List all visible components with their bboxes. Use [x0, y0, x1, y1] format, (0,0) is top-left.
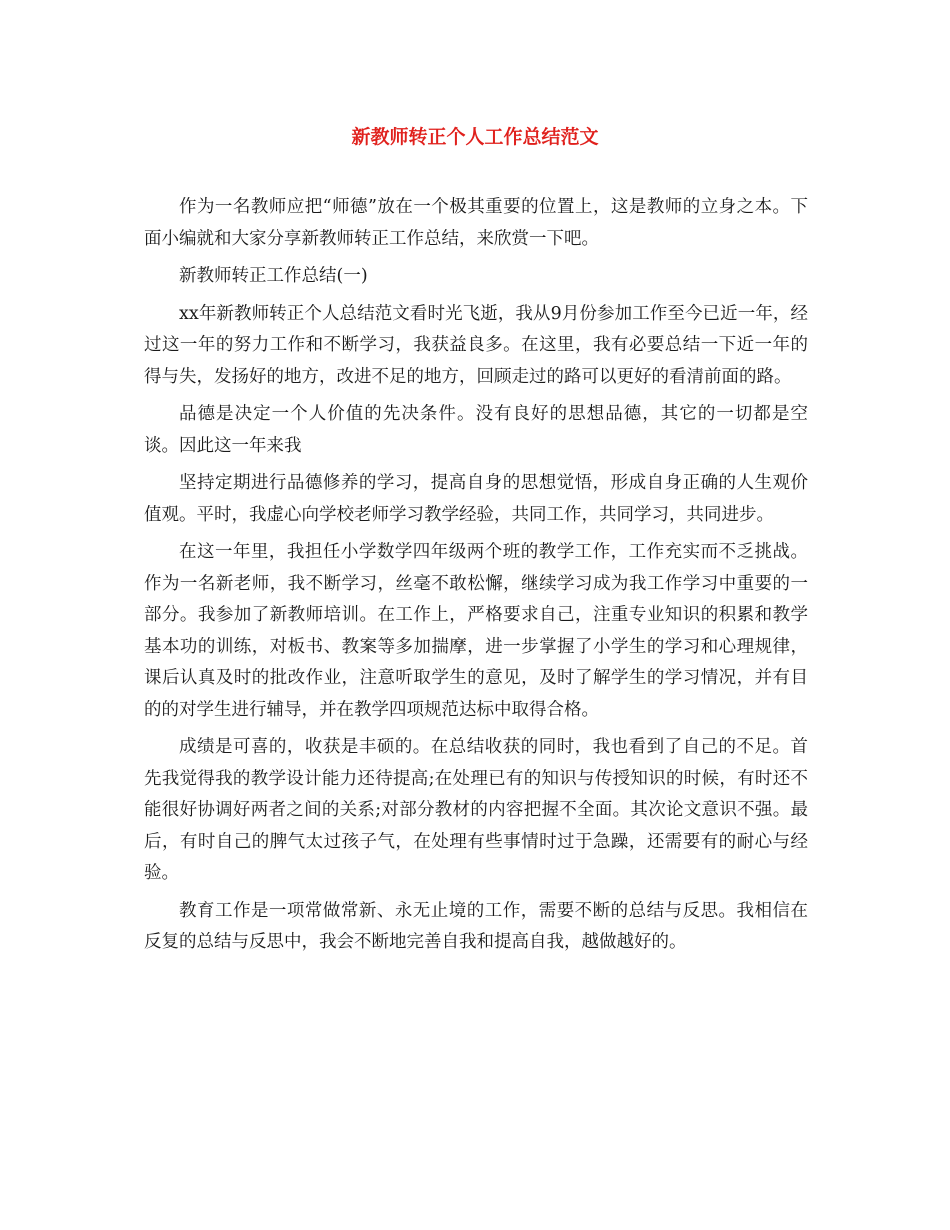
paragraph-opening: xx年新教师转正个人总结范文看时光飞逝，我从9月份参加工作至今已近一年，经过这一年的努力工作和不断学习，我获益良多。在这里，我有必要总结一下近一年的得与失，发扬好的地方，改进不足的地方，回顾走过的路可以更好的看清前面的路。 [144, 303, 808, 387]
paragraph-teaching: 在这一年里，我担任小学数学四年级两个班的教学工作，工作充实而不乏挑战。作为一名新老师，我不断学习，丝毫不敢松懈，继续学习成为我工作学习中重要的一部分。我参加了新教师培训。在工作上，严格要求自己，注重专业知识的积累和教学基本功的训练，对板书、教案等多加揣摩，进一步掌握了小学生的学习和心理规律，课后认真及时的批改作业，注意听取学生的意见，及时了解学生的学习情况，并有目的的对学生进行辅导，并在教学四项规范达标中取得合格。 [144, 542, 808, 720]
paragraph-study: 坚持定期进行品德修养的学习，提高自身的思想觉悟，形成自身正确的人生观价值观。平时，我虚心向学校老师学习教学经验，共同工作，共同学习，共同进步。 [144, 473, 808, 525]
document-body [144, 192, 808, 965]
paragraph-conclusion: 教育工作是一项常做常新、永无止境的工作，需要不断的总结与反思。我相信在反复的总结与反思中，我会不断地完善自我和提高自我，越做越好的。 [144, 900, 808, 952]
paragraph-morality: 品德是决定一个人价值的先决条件。没有良好的思想品德，其它的一切都是空谈。因此这一年来我 [144, 404, 808, 456]
paragraph-intro: 作为一名教师应把“师德”放在一个极其重要的位置上，这是教师的立身之本。下面小编就和大家分享新教师转正工作总结，来欣赏一下吧。 [144, 197, 808, 249]
paragraph-shortcomings: 成绩是可喜的，收获是丰硕的。在总结收获的同时，我也看到了自己的不足。首先我觉得我的教学设计能力还待提高;在处理已有的知识与传授知识的时候，有时还不能很好协调好两者之间的关系;对部分教材的内容把握不全面。其次论文意识不强。最后，有时自己的脾气太过孩子气，在处理有些事情时过于急躁，还需要有的耐心与经验。 [144, 737, 808, 883]
section-heading: 新教师转正工作总结(一) [179, 266, 368, 286]
document-title: 新教师转正个人工作总结范文 [351, 126, 599, 148]
